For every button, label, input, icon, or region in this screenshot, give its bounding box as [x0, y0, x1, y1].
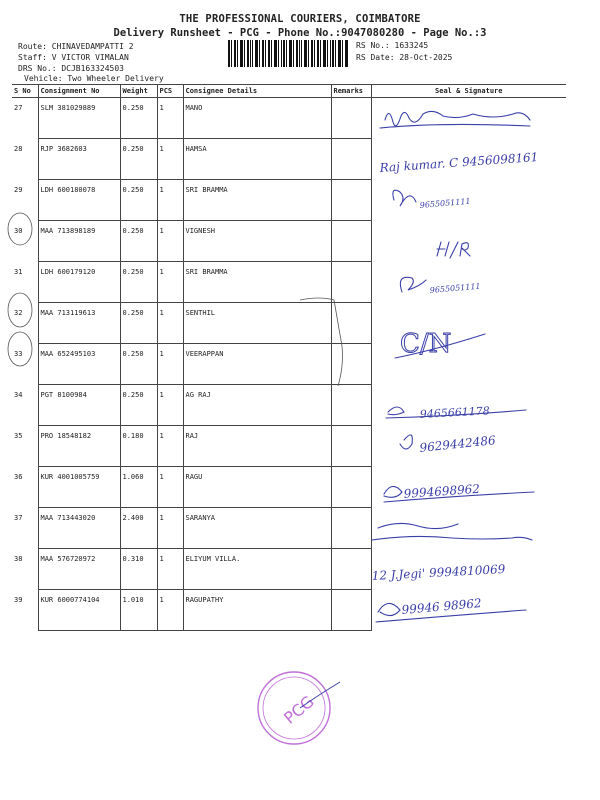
barcode [228, 40, 348, 67]
col-header-signature: Seal & Signature [371, 85, 566, 98]
cell-pcs: 1 [157, 426, 183, 467]
stamp-text: PCG [280, 691, 318, 728]
cell-sno: 36 [12, 467, 38, 508]
cell-consignee: VIGNESH [183, 221, 331, 262]
cell-remarks [331, 344, 371, 385]
cell-pcs: 1 [157, 303, 183, 344]
table-row [12, 303, 566, 344]
cell-weight: 0.250 [120, 385, 157, 426]
cell-pcs: 1 [157, 385, 183, 426]
cell-sno: 34 [12, 385, 38, 426]
cell-signature [371, 549, 566, 590]
cell-consignee: HAMSA [183, 139, 331, 180]
cell-pcs: 1 [157, 180, 183, 221]
cell-consignee: SENTHIL [183, 303, 331, 344]
cell-weight: 0.250 [120, 139, 157, 180]
cell-consignee: ELIYUM VILLA. [183, 549, 331, 590]
cell-sno: 37 [12, 508, 38, 549]
cell-consignee: RAGUPATHY [183, 590, 331, 631]
table-row [12, 344, 566, 385]
signature-text-28: Raj kumar. C 9456098161 [379, 149, 539, 175]
cell-consignee: MANO [183, 98, 331, 139]
cell-consignee: RAJ [183, 426, 331, 467]
cell-weight: 0.250 [120, 180, 157, 221]
table-row [12, 139, 566, 180]
cell-signature [371, 139, 566, 180]
cell-pcs: 1 [157, 139, 183, 180]
cell-signature [371, 221, 566, 262]
cell-signature [371, 303, 566, 344]
cell-weight: 0.250 [120, 344, 157, 385]
cell-weight: 0.250 [120, 98, 157, 139]
cell-consignee: SARANYA [183, 508, 331, 549]
cell-sno: 39 [12, 590, 38, 631]
cell-pcs: 1 [157, 467, 183, 508]
cell-remarks [331, 467, 371, 508]
col-header-consignee: Consignee Details [183, 85, 331, 98]
cell-signature [371, 590, 566, 631]
cell-weight: 0.250 [120, 221, 157, 262]
cell-consignee: AG RAJ [183, 385, 331, 426]
signature-text-31: 9655051111 [429, 281, 481, 295]
rs-date: RS Date: 28-Oct-2025 [356, 53, 453, 62]
cell-sno: 33 [12, 344, 38, 385]
col-header-pcs: PCS [157, 85, 183, 98]
cell-consignee: SRI BRAMMA [183, 262, 331, 303]
cell-sno: 30 [12, 221, 38, 262]
cell-consignment-no: MAA 713443020 [38, 508, 120, 549]
table-row [12, 221, 566, 262]
table-row [12, 590, 566, 631]
cell-sno: 27 [12, 98, 38, 139]
cell-pcs: 1 [157, 549, 183, 590]
runsheet-table [12, 84, 566, 631]
table-row [12, 98, 566, 139]
cell-signature [371, 426, 566, 467]
cell-signature [371, 98, 566, 139]
col-header-sno: S No [12, 85, 38, 98]
signature-text-33: C/N [400, 329, 452, 359]
table-row [12, 180, 566, 221]
cell-consignee: RAGU [183, 467, 331, 508]
cell-consignment-no: PRO 18548182 [38, 426, 120, 467]
cell-pcs: 1 [157, 344, 183, 385]
cell-remarks [331, 98, 371, 139]
cell-consignment-no: LDH 600179120 [38, 262, 120, 303]
signature-text-39: 99946 98962 [401, 596, 483, 617]
cell-weight: 0.250 [120, 262, 157, 303]
cell-consignment-no: MAA 713119613 [38, 303, 120, 344]
cell-consignment-no: SLM 381029889 [38, 98, 120, 139]
cell-pcs: 1 [157, 98, 183, 139]
cell-consignment-no: MAA 713898189 [38, 221, 120, 262]
col-header-consignment: Consignment No [38, 85, 120, 98]
cell-remarks [331, 426, 371, 467]
cell-consignment-no: MAA 652495103 [38, 344, 120, 385]
table-row [12, 549, 566, 590]
cell-consignment-no: PGT 8100984 [38, 385, 120, 426]
cell-remarks [331, 262, 371, 303]
cell-consignee: SRI BRAMMA [183, 180, 331, 221]
signature-text-29: 9655051111 [419, 196, 471, 210]
cell-sno: 29 [12, 180, 38, 221]
cell-signature [371, 344, 566, 385]
signature-text-38: 12 J.Jegi' 9994810069 [371, 562, 506, 583]
cell-remarks [331, 385, 371, 426]
cell-remarks [331, 221, 371, 262]
cell-remarks [331, 180, 371, 221]
cell-pcs: 1 [157, 262, 183, 303]
staff-text: Staff: V VICTOR VIMALAN [18, 53, 129, 62]
cell-remarks [331, 549, 371, 590]
cell-weight: 2.400 [120, 508, 157, 549]
cell-signature [371, 262, 566, 303]
cell-remarks [331, 139, 371, 180]
cell-weight: 0.250 [120, 303, 157, 344]
signature-text-35: 9629442486 [418, 433, 497, 455]
table-row [12, 426, 566, 467]
col-header-weight: Weight [120, 85, 157, 98]
table-row [12, 467, 566, 508]
cell-remarks [331, 303, 371, 344]
cell-remarks [331, 508, 371, 549]
cell-weight: 1.010 [120, 590, 157, 631]
table-row [12, 508, 566, 549]
company-title: THE PROFESSIONAL COURIERS, COIMBATORE [179, 13, 421, 25]
cell-sno: 32 [12, 303, 38, 344]
cell-consignment-no: LDH 600180078 [38, 180, 120, 221]
cell-pcs: 1 [157, 221, 183, 262]
drs-text: DRS No.: DCJB163324503 [18, 64, 124, 73]
table-row [12, 385, 566, 426]
cell-consignment-no: KUR 6000774104 [38, 590, 120, 631]
cell-signature [371, 385, 566, 426]
table-header-row [12, 85, 566, 98]
cell-sno: 38 [12, 549, 38, 590]
rs-number: RS No.: 1633245 [356, 41, 429, 50]
cell-sno: 28 [12, 139, 38, 180]
signature-text-34: 9465661178 [419, 404, 491, 421]
col-header-remarks: Remarks [331, 85, 371, 98]
cell-consignee: VEERAPPAN [183, 344, 331, 385]
cell-pcs: 1 [157, 508, 183, 549]
cell-consignment-no: MAA 576720972 [38, 549, 120, 590]
signature-text-36: 9994698962 [403, 481, 481, 501]
cell-pcs: 1 [157, 590, 183, 631]
cell-weight: 1.060 [120, 467, 157, 508]
table-row [12, 262, 566, 303]
cell-remarks [331, 590, 371, 631]
cell-sno: 35 [12, 426, 38, 467]
cell-sno: 31 [12, 262, 38, 303]
cell-consignment-no: KUR 4001005759 [38, 467, 120, 508]
route-text: Route: CHINAVEDAMPATTI 2 [18, 42, 134, 51]
pcg-stamp [258, 672, 340, 744]
cell-signature [371, 467, 566, 508]
cell-signature [371, 180, 566, 221]
cell-weight: 0.180 [120, 426, 157, 467]
cell-weight: 0.310 [120, 549, 157, 590]
cell-signature [371, 508, 566, 549]
cell-consignment-no: RJP 3682603 [38, 139, 120, 180]
vehicle-text: Vehicle: Two Wheeler Delivery [24, 74, 164, 83]
runsheet-title: Delivery Runsheet - PCG - Phone No.:9047080280 - Page No.:3 [113, 27, 487, 39]
